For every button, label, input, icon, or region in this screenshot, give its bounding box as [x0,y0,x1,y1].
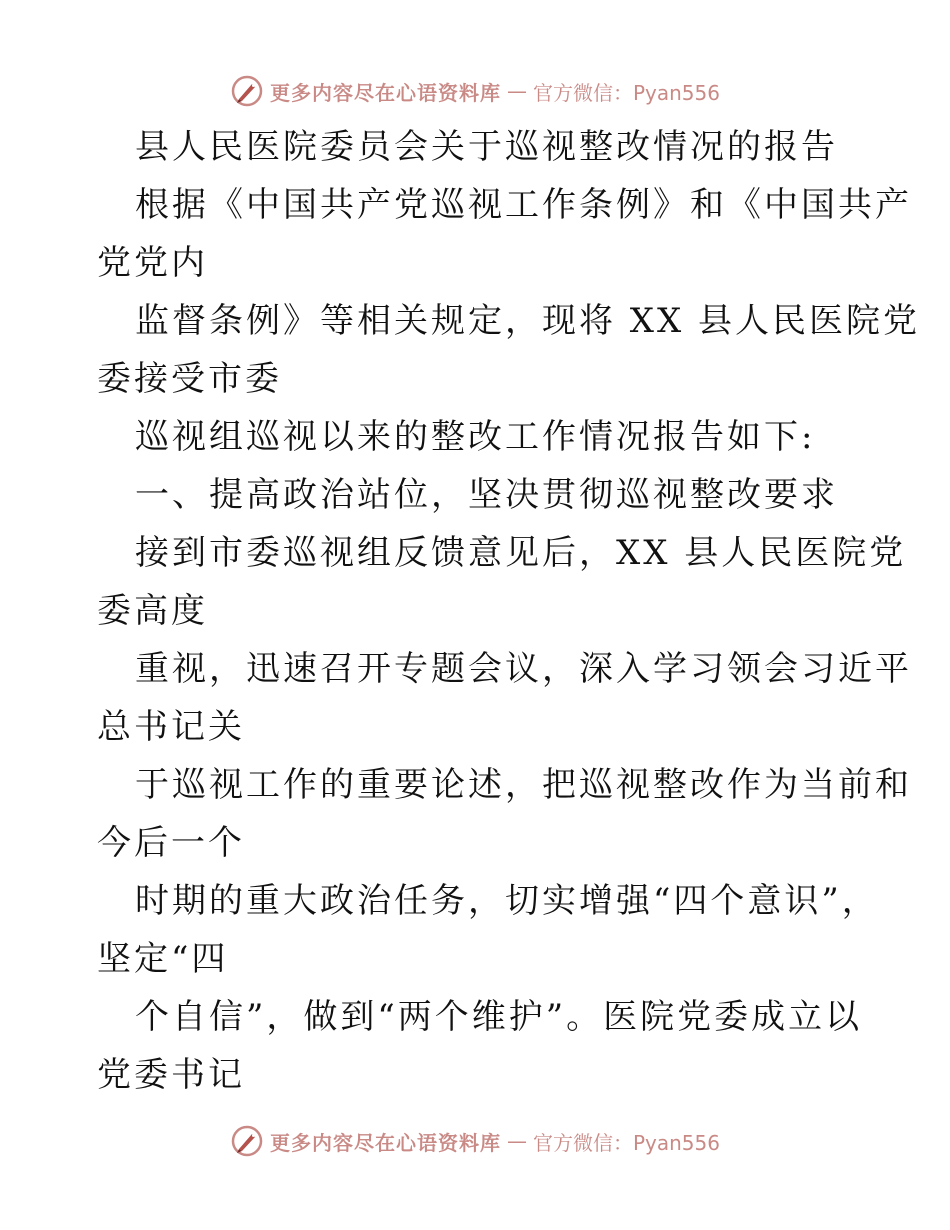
watermark-separator: — [506,1129,527,1153]
paragraph-line: 根据《中国共产党巡视工作条例》和《中国共产 [135,185,912,225]
section-heading: 一、提高政治站位，坚决贯彻巡视整改要求 [135,475,838,515]
paragraph-line: 党委书记 [97,1055,245,1095]
paragraph-line: 委高度 [97,591,208,631]
document-title: 县人民医院委员会关于巡视整改情况的报告 [135,127,838,167]
paragraph-line: 委接受市委 [97,359,282,399]
document-body [97,118,921,1104]
paragraph-line: 接到市委巡视组反馈意见后，XX 县人民医院党 [135,533,907,573]
paragraph-line: 今后一个 [97,823,245,863]
paragraph-line: 巡视组巡视以来的整改工作情况报告如下: [135,417,816,457]
watermark-separator: — [506,79,527,103]
paragraph-line: 监督条例》等相关规定，现将 XX 县人民医院党 [135,301,921,341]
paragraph-line: 时期的重大政治任务，切实增强“四个意识”， [135,881,879,921]
paragraph-line: 于巡视工作的重要论述，把巡视整改作为当前和 [135,765,912,805]
watermark-main-text: 更多内容尽在心语资料库 [269,80,501,105]
paragraph-line: 个自信”，做到“两个维护”。医院党委成立以 [135,997,863,1037]
watermark-wechat-text: 官方微信：Pyan556 [532,80,720,105]
paragraph-line: 重视，迅速召开专题会议，深入学习领会习近平 [135,649,912,689]
paragraph-line: 党党内 [97,243,208,283]
pen-logo-icon [230,1124,264,1158]
watermark-wechat-text: 官方微信：Pyan556 [532,1130,720,1155]
paragraph-line: 坚定“四 [97,939,229,979]
paragraph-line: 总书记关 [97,707,245,747]
header-watermark [0,71,950,111]
watermark-main-text: 更多内容尽在心语资料库 [269,1130,501,1155]
footer-watermark [0,1121,950,1161]
pen-logo-icon [230,74,264,108]
